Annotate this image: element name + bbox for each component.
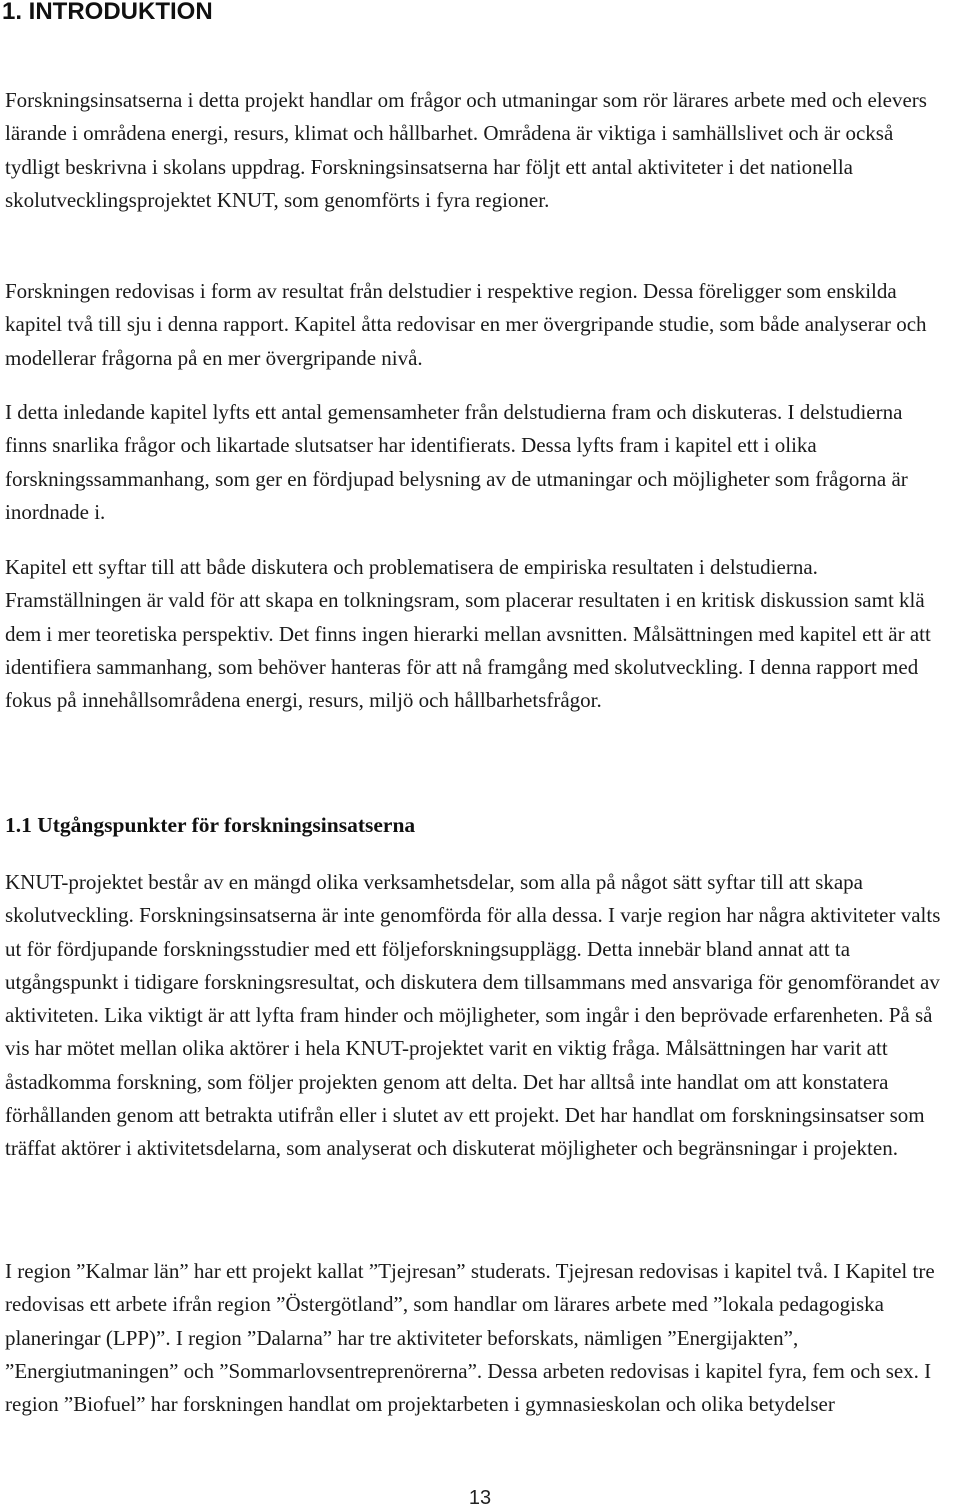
section-heading: 1.1 Utgångspunkter för forskningsinsatserna (5, 813, 416, 837)
intro-paragraph-1: Forskningsinsatserna i detta projekt handlar om frågor och utmaningar som rör lärares arbete med och elevers lärande i områdena energi, resurs, klimat och hållbarhet. Områdena är viktiga i samhällslivet och är också tydligt beskrivna i skolans uppdrag. Forskningsinsatserna har följt ett antal aktiviteter i det nationella skolutvecklingsprojektet KNUT, som genomförts i fyra regioner. (5, 88, 927, 212)
chapter-heading: 1. INTRODUKTION (2, 0, 213, 25)
section-paragraph-1: KNUT-projektet består av en mängd olika verksamhetsdelar, som alla på något sätt syftar till att skapa skolutveckling. Forskningsinsatserna är inte genomförda för alla dessa. I varje region har några aktiviteter valts ut för fördjupande forskningsstudier med ett följeforskningsupplägg. Detta innebär bland annat att ta utgångspunkt i tidigare forskningsresultat, och diskutera dem tillsammans med ansvariga för genomförandet av aktiviteten. Lika viktigt är att lyfta fram hinder och möjligheter, som ingår i den beprövade erfarenheten. På så vis har mötet mellan olika aktörer i hela KNUT-projektet varit en viktig fråga. Målsättningen har varit att åstadkomma forskning, som följer projekten genom att delta. Det har alltså inte handlat om att konstatera förhållanden genom att betrakta utifrån eller i slutet av ett projekt. Det har handlat om forskningsinsatser som träffat aktörer i aktivitetsdelarna, som analyserat och diskuterat möjligheter och begränsningar i projekten. (5, 870, 941, 1161)
section-paragraph-2: I region ”Kalmar län” har ett projekt kallat ”Tjejresan” studerats. Tjejresan redovisas i kapitel två. I Kapitel tre redovisas ett arbete ifrån region ”Östergötland”, som handlar om lärares arbete med ”lokala pedagogiska planeringar (LPP)”. I region ”Dalarna” har tre aktiviteter beforskats, nämligen ”Energijakten”, ”Energiutmaningen” och ”Sommarlovsentreprenörerna”. Dessa arbeten redovisas i kapitel fyra, fem och sex. I region ”Biofuel” har forskningen handlat om projektarbeten i gymnasieskolan och olika betydelser (5, 1259, 935, 1417)
intro-paragraph-2: Forskningen redovisas i form av resultat från delstudier i respektive region. Dessa föreligger som enskilda kapitel två till sju i denna rapport. Kapitel åtta redovisar en mer övergripande studie, som både analyserar och modellerar frågorna på en mer övergripande nivå. (5, 279, 927, 370)
intro-paragraph-3: I detta inledande kapitel lyfts ett antal gemensamheter från delstudierna fram och diskuteras. I delstudierna finns snarlika frågor och likartade slutsatser har identifierats. Dessa lyfts fram i kapitel ett i olika forskningssammanhang, som ger en fördjupad belysning av de utmaningar och möjligheter som frågorna är inordnade i. (5, 400, 908, 524)
intro-paragraph-4: Kapitel ett syftar till att både diskutera och problematisera de empiriska resultaten i delstudierna. Framställningen är vald för att skapa en tolkningsram, som placerar resultaten i en kritisk diskussion samt klä dem i mer teoretiska perspektiv. Det finns ingen hierarki mellan avsnitten. Målsättningen med kapitel ett är att identifiera sammanhang, som behöver hanteras för att nå framgång med skolutveckling. I denna rapport med fokus på innehållsområdena energi, resurs, miljö och hållbarhetsfrågor. (5, 555, 931, 713)
page-number: 13 (468, 1487, 492, 1509)
